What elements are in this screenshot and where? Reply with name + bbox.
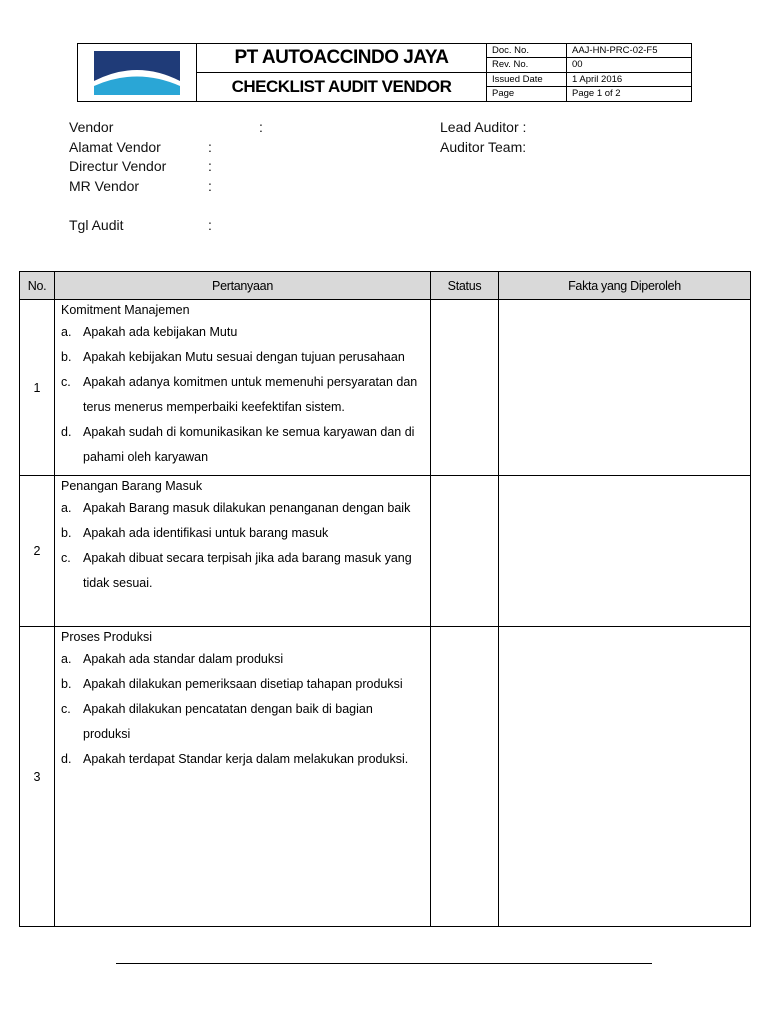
item-key: a. (61, 325, 72, 339)
status-cell[interactable] (431, 476, 499, 627)
meta-value: AAJ-HN-PRC-02-F5 (567, 44, 691, 58)
list-item (61, 521, 424, 546)
list-item (61, 370, 424, 395)
row-number: 2 (20, 476, 55, 627)
item-continuation: pahami oleh karyawan (83, 450, 209, 464)
alamat-colon: : (208, 139, 212, 155)
list-item (61, 647, 424, 672)
col-header-no: No. (20, 272, 55, 300)
table-row (20, 476, 751, 627)
tgl-audit-colon: : (208, 217, 212, 233)
footer-divider (116, 963, 652, 964)
col-header-fakta: Fakta yang Diperoleh (499, 272, 751, 300)
item-key: b. (61, 350, 72, 364)
auditor-team-label: Auditor Team: (440, 139, 527, 155)
section-title: Komitment Manajemen (61, 303, 190, 317)
meta-label: Doc. No. (487, 44, 567, 58)
document-title: CHECKLIST AUDIT VENDOR (231, 76, 452, 96)
item-continuation: produksi (83, 727, 131, 741)
vendor-colon: : (259, 119, 263, 135)
item-text: Apakah ada standar dalam produksi (83, 652, 284, 666)
row-number: 3 (20, 627, 55, 927)
col-header-status: Status (431, 272, 499, 300)
meta-value: Page 1 of 2 (572, 88, 621, 100)
item-text: Apakah terdapat Standar kerja dalam melakukan produksi. (83, 752, 409, 766)
meta-label: Rev. No. (487, 58, 567, 72)
section-title: Proses Produksi (61, 630, 153, 644)
status-cell[interactable] (431, 627, 499, 927)
list-item (61, 345, 424, 370)
item-text: Apakah sudah di komunikasikan ke semua karyawan dan di (83, 425, 415, 439)
item-key: c. (61, 702, 71, 716)
item-key: b. (61, 677, 72, 691)
item-text: Apakah dilakukan pencatatan dengan baik di bagian (83, 702, 373, 716)
item-text: Apakah ada identifikasi untuk barang masuk (83, 526, 329, 540)
item-text: Apakah Barang masuk dilakukan penanganan dengan baik (83, 501, 411, 515)
list-item (61, 672, 424, 697)
direktur-colon: : (208, 158, 212, 174)
item-text: Apakah dilakukan pemeriksaan disetiap tahapan produksi (83, 677, 403, 691)
item-key: d. (61, 425, 72, 439)
list-item (61, 697, 424, 722)
fakta-cell[interactable] (499, 627, 751, 927)
company-name: PT AUTOACCINDO JAYA (197, 44, 486, 73)
row-number: 1 (20, 300, 55, 476)
fakta-cell[interactable] (499, 300, 751, 476)
table-row (20, 627, 751, 927)
list-item (61, 420, 424, 445)
list-item (61, 747, 424, 772)
audit-info (0, 0, 768, 240)
item-text: Apakah adanya komitmen untuk memenuhi persyaratan dan (83, 375, 418, 389)
item-key: a. (61, 501, 72, 515)
item-key: a. (61, 652, 72, 666)
table-row (20, 300, 751, 476)
question-cell (55, 476, 431, 627)
list-item (61, 546, 424, 571)
mr-label: MR Vendor (69, 178, 140, 194)
fakta-cell[interactable] (499, 476, 751, 627)
meta-label: Issued Date (487, 73, 567, 87)
item-key: c. (61, 551, 71, 565)
meta-label: Page (487, 87, 567, 101)
checklist-table (19, 271, 751, 927)
list-item (61, 320, 424, 345)
meta-value: 1 April 2016 (567, 73, 691, 87)
question-cell (55, 300, 431, 476)
vendor-label: Vendor (69, 119, 114, 135)
direktur-label: Directur Vendor (69, 158, 167, 174)
tgl-audit-label: Tgl Audit (69, 217, 124, 233)
item-text: Apakah ada kebijakan Mutu (83, 325, 238, 339)
item-key: d. (61, 752, 72, 766)
item-key: c. (61, 375, 71, 389)
question-cell (55, 627, 431, 927)
status-cell[interactable] (431, 300, 499, 476)
item-continuation: terus menerus memperbaiki keefektifan sistem. (83, 400, 345, 414)
table-header-row (20, 272, 751, 300)
item-text: Apakah dibuat secara terpisah jika ada barang masuk yang (83, 551, 412, 565)
alamat-label: Alamat Vendor (69, 139, 161, 155)
mr-colon: : (208, 178, 212, 194)
list-item (61, 496, 424, 521)
lead-auditor-label: Lead Auditor : (440, 119, 527, 135)
section-title: Penangan Barang Masuk (61, 479, 203, 493)
item-continuation: tidak sesuai. (83, 576, 153, 590)
meta-value: 00 (567, 58, 691, 72)
item-text: Apakah kebijakan Mutu sesuai dengan tujuan perusahaan (83, 350, 405, 364)
item-key: b. (61, 526, 72, 540)
col-header-pertanyaan: Pertanyaan (55, 272, 431, 300)
